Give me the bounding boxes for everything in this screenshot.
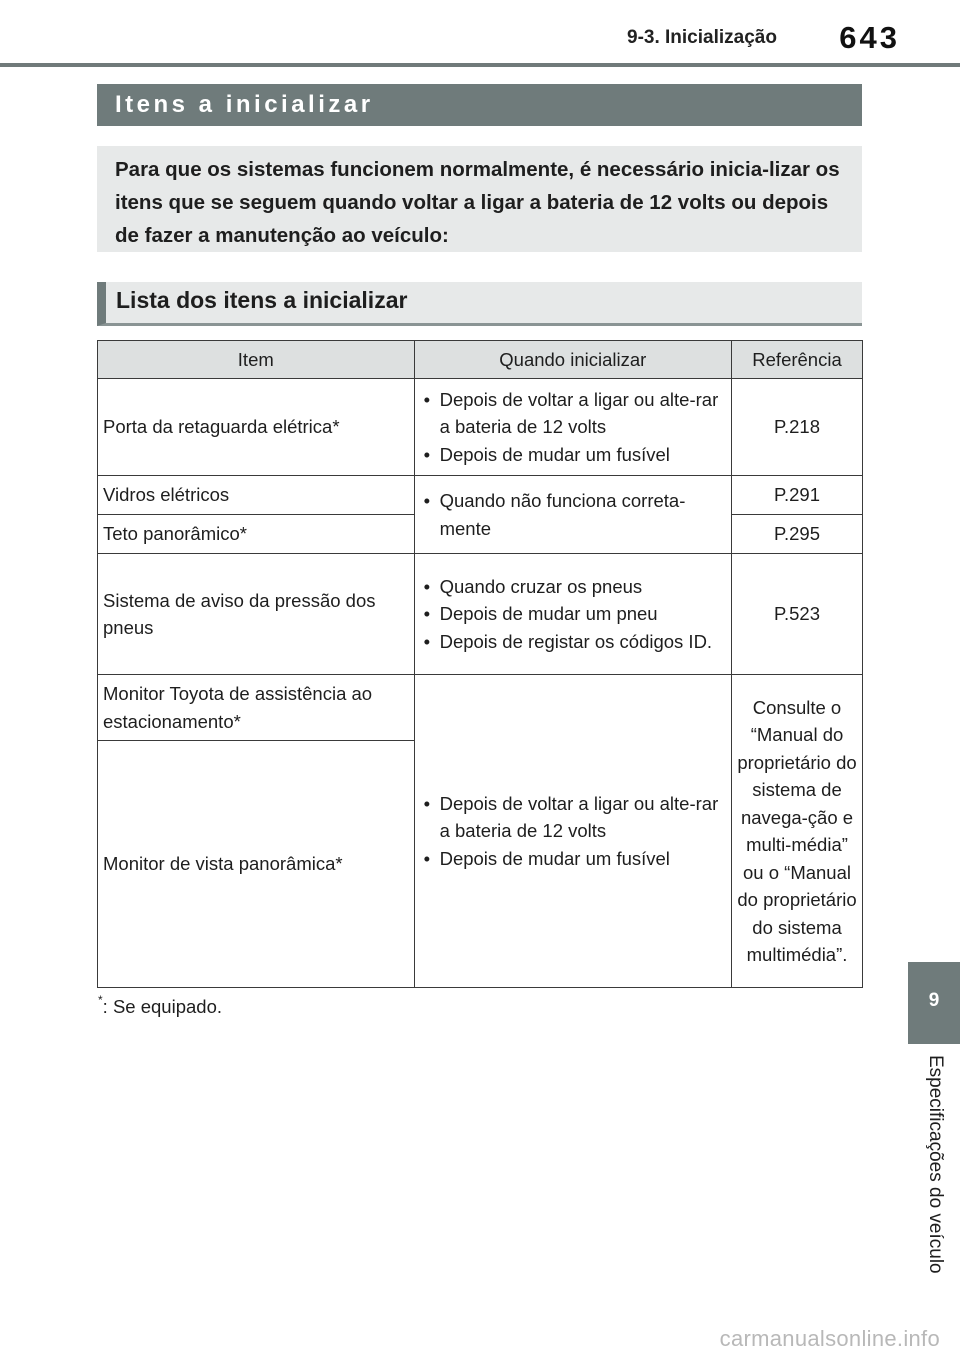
footnote-marker: * [98, 993, 103, 1007]
header-when: Quando inicializar [414, 341, 731, 379]
reference-cell: P.523 [732, 554, 863, 675]
subheading: Lista dos itens a inicializar [116, 287, 408, 313]
item-cell: Vidros elétricos [98, 476, 415, 515]
header-divider [0, 63, 960, 67]
list-item: • Quando não funciona correta-mente [420, 487, 726, 542]
item-cell: Monitor de vista panorâmica* [98, 741, 415, 988]
list-item: • Depois de voltar a ligar ou alte-rar a bateria de 12 volts [420, 790, 726, 845]
item-cell: Porta da retaguarda elétrica* [98, 379, 415, 476]
watermark: carmanualsonline.info [719, 1326, 940, 1351]
table-row [98, 675, 863, 741]
list-item: • Depois de mudar um fusível [420, 441, 726, 469]
section-title: 9-3. Inicialização [627, 27, 777, 48]
when-cell [414, 476, 731, 554]
when-cell [414, 379, 731, 476]
when-cell [414, 675, 731, 988]
table-header-row [98, 341, 863, 379]
list-item: • Quando cruzar os pneus [420, 573, 726, 601]
header-reference: Referência [732, 341, 863, 379]
list-item: • Depois de registar os códigos ID. [420, 628, 726, 656]
subheading-box [97, 282, 862, 326]
reference-cell: P.295 [732, 515, 863, 554]
list-item: • Depois de mudar um pneu [420, 600, 726, 628]
initialization-table [97, 340, 863, 988]
chapter-tab [908, 962, 960, 1044]
footnote [98, 995, 222, 1018]
table-row [98, 476, 863, 515]
page-number: 643 [839, 20, 900, 55]
reference-cell: P.218 [732, 379, 863, 476]
footnote-text: : Se equipado. [102, 996, 222, 1018]
item-cell: Teto panorâmico* [98, 515, 415, 554]
chapter-number: 9 [928, 990, 940, 1011]
table-row [98, 379, 863, 476]
list-item: • Depois de voltar a ligar ou alte-rar a bateria de 12 volts [420, 386, 726, 441]
reference-cell: P.291 [732, 476, 863, 515]
table-row [98, 554, 863, 675]
chapter-label: Especificações do veículo [925, 1055, 946, 1274]
list-item: • Depois de mudar um fusível [420, 845, 726, 873]
item-cell: Sistema de aviso da pressão dos pneus [98, 554, 415, 675]
item-cell: Monitor Toyota de assistência ao estacionamento* [98, 675, 415, 741]
reference-cell: Consulte o “Manual do proprietário do sistema de navega-ção e multi-média” ou o “Manual do proprietário do sistema multimédia”. [732, 675, 863, 988]
header-item: Item [98, 341, 415, 379]
title-band [97, 84, 862, 126]
page-title: Itens a inicializar [115, 91, 374, 118]
intro-paragraph: Para que os sistemas funcionem normalmente, é necessário inicia-lizar os itens que se seguem quando voltar a ligar a bateria de 12 volts ou depois de fazer a manutenção ao veículo: [97, 146, 862, 252]
when-cell [414, 554, 731, 675]
